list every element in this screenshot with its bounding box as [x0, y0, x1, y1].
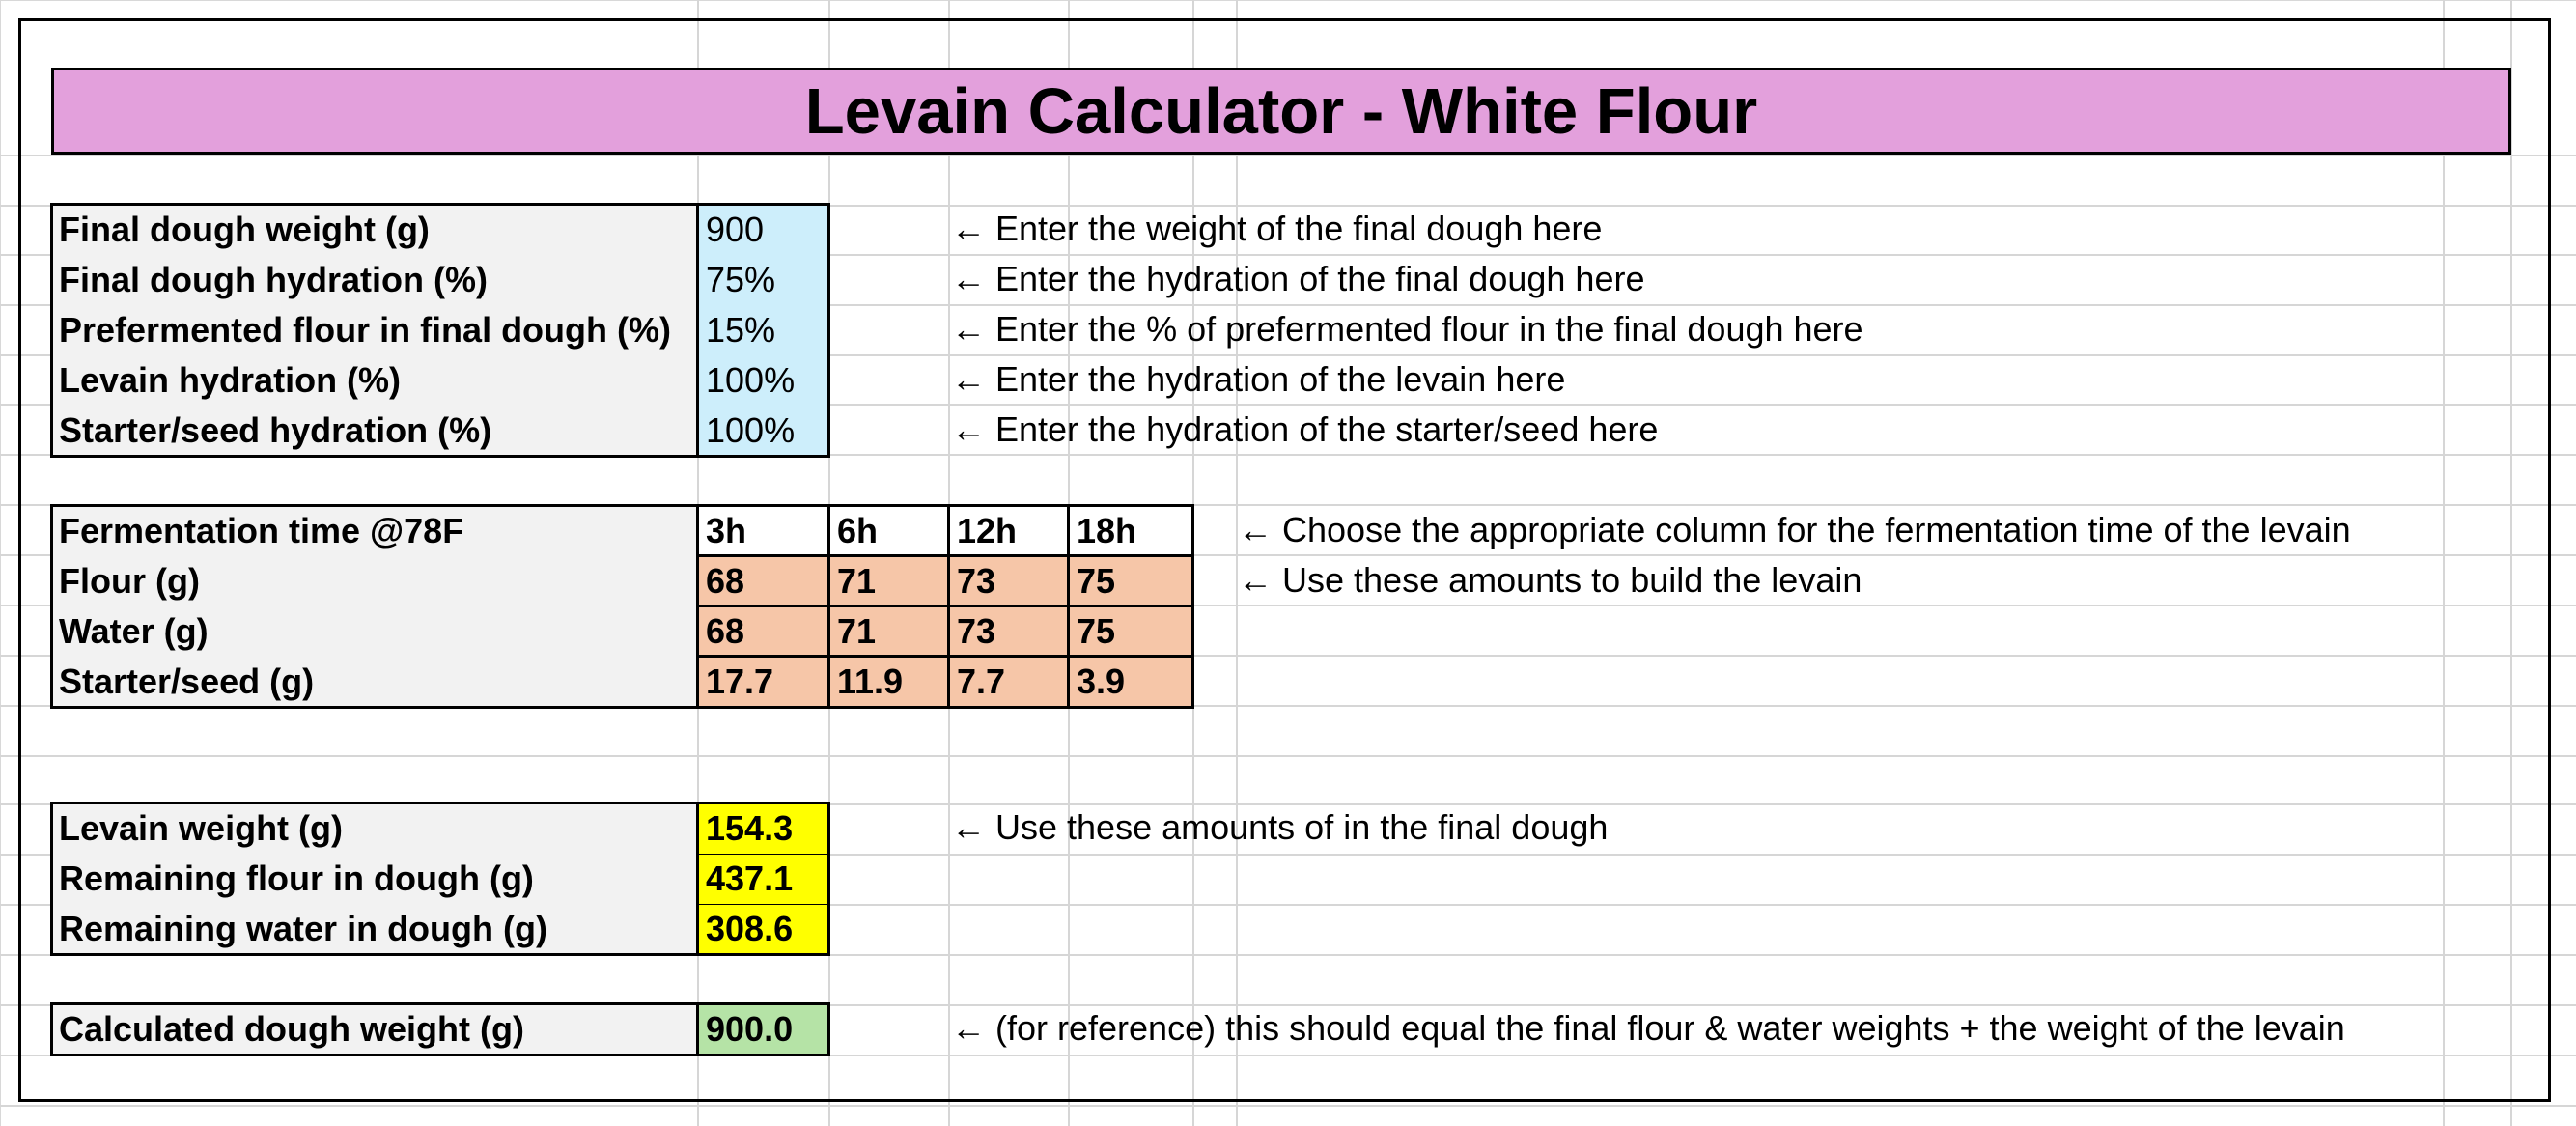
input-label-final-dough-weight: Final dough weight (g) — [51, 205, 698, 255]
fermentation-column-18h[interactable]: 18h — [1069, 506, 1192, 556]
note-final-dough-weight: ← Enter the weight of the final dough here — [951, 209, 1603, 248]
note-fermentation-column: ← Choose the appropriate column for the fermentation time of the levain — [1238, 510, 2351, 549]
input-label-levain-hydration: Levain hydration (%) — [51, 355, 698, 406]
result-remaining-flour: 437.1 — [698, 854, 828, 904]
flour-6h: 71 — [829, 556, 949, 606]
result-levain-weight: 154.3 — [698, 803, 828, 854]
result-label-remaining-water: Remaining water in dough (g) — [51, 904, 698, 954]
result-label-levain-weight: Levain weight (g) — [51, 803, 698, 854]
calculated-dough-weight: 900.0 — [698, 1004, 828, 1055]
fermentation-header-label: Fermentation time @78F — [51, 506, 698, 556]
flour-12h: 73 — [949, 556, 1069, 606]
water-12h: 73 — [949, 606, 1069, 657]
starter-6h: 11.9 — [829, 657, 949, 707]
note-levain-hydration: ← Enter the hydration of the levain here — [951, 359, 1566, 399]
input-starter-hydration[interactable]: 100% — [698, 406, 828, 456]
water-3h: 68 — [698, 606, 829, 657]
fermentation-column-3h[interactable]: 3h — [698, 506, 829, 556]
water-6h: 71 — [829, 606, 949, 657]
starter-12h: 7.7 — [949, 657, 1069, 707]
input-final-dough-hydration[interactable]: 75% — [698, 255, 828, 305]
starter-18h: 3.9 — [1069, 657, 1192, 707]
input-label-starter-hydration: Starter/seed hydration (%) — [51, 406, 698, 456]
page-title: Levain Calculator - White Flour — [51, 68, 2511, 155]
input-prefermented-flour[interactable]: 15% — [698, 305, 828, 355]
note-starter-hydration: ← Enter the hydration of the starter/seed here — [951, 409, 1659, 449]
input-levain-hydration[interactable]: 100% — [698, 355, 828, 406]
input-label-prefermented-flour: Prefermented flour in final dough (%) — [51, 305, 698, 355]
calculated-label: Calculated dough weight (g) — [51, 1004, 698, 1055]
fermentation-column-12h[interactable]: 12h — [949, 506, 1069, 556]
fermentation-row-label-starter: Starter/seed (g) — [51, 657, 698, 707]
note-prefermented-flour: ← Enter the % of prefermented flour in the final dough here — [951, 309, 1863, 349]
flour-3h: 68 — [698, 556, 829, 606]
note-build-levain: ← Use these amounts to build the levain — [1238, 560, 1862, 600]
flour-18h: 75 — [1069, 556, 1192, 606]
fermentation-row-label-water: Water (g) — [51, 606, 698, 657]
fermentation-row-label-flour: Flour (g) — [51, 556, 698, 606]
input-final-dough-weight[interactable]: 900 — [698, 205, 828, 255]
note-final-dough-hydration: ← Enter the hydration of the final dough here — [951, 259, 1645, 298]
note-calculated-reference: ← (for reference) this should equal the final flour & water weights + the weight of the levain — [951, 1008, 2345, 1048]
fermentation-column-6h[interactable]: 6h — [829, 506, 949, 556]
starter-3h: 17.7 — [698, 657, 829, 707]
water-18h: 75 — [1069, 606, 1192, 657]
input-label-final-dough-hydration: Final dough hydration (%) — [51, 255, 698, 305]
note-final-dough-amounts: ← Use these amounts of in the final dough — [951, 807, 1609, 847]
result-remaining-water: 308.6 — [698, 904, 828, 954]
result-label-remaining-flour: Remaining flour in dough (g) — [51, 854, 698, 904]
